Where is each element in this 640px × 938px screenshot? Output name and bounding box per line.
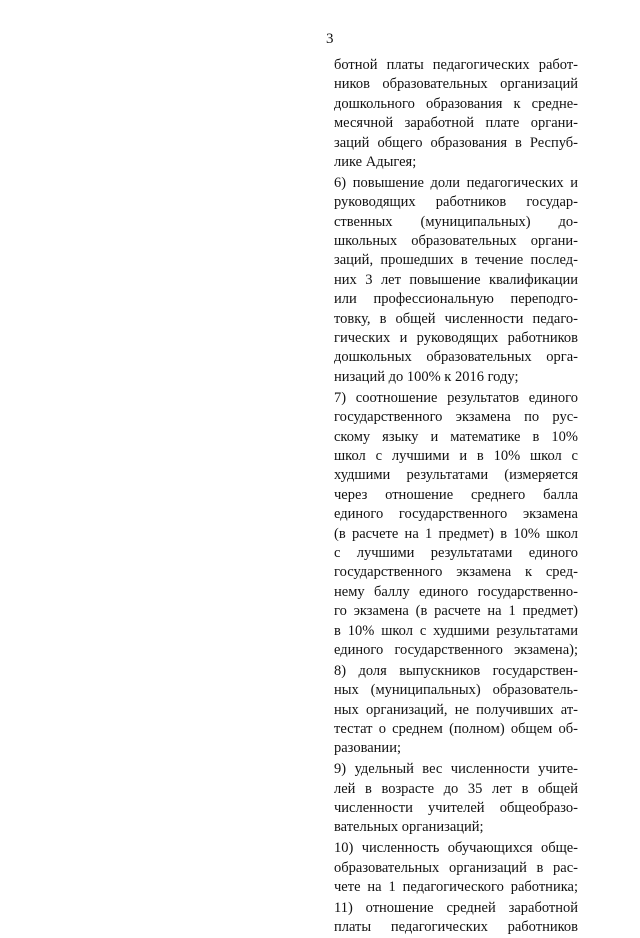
text-line: скому языку и математике в 10%	[334, 428, 578, 445]
text-line: дошкольного образования к средне-	[334, 95, 578, 112]
text-line: численности учителей общеобразо-	[334, 800, 578, 816]
text-line: разовании;	[334, 740, 401, 757]
text-line: ственных (муниципальных) до-	[334, 213, 578, 230]
text-line: заций общего образования в Респуб-	[334, 134, 578, 151]
text-line: единого государственного экзамена	[334, 506, 578, 523]
text-line: 8) доля выпускников государствен-	[334, 662, 578, 679]
text-line: 11) отношение средней заработной	[334, 899, 578, 916]
text-line: гических и руководящих работников	[334, 330, 578, 347]
text-line: 10) численность обучающихся обще-	[334, 840, 578, 857]
text-line: ных (муниципальных) образователь-	[334, 682, 578, 699]
text-line: ников образовательных организаций	[334, 76, 578, 93]
text-line: или профессиональную переподго-	[334, 291, 578, 308]
text-line: ботной платы педагогических работ-	[334, 57, 578, 73]
text-line: школ с лучшими и в 10% школ с	[334, 447, 578, 464]
text-line: худшими результатами (измеряется	[334, 467, 578, 484]
text-line: нему баллу единого государственно-	[334, 583, 578, 600]
text-line: лике Адыгея;	[334, 154, 417, 171]
text-line: тестат о среднем (полном) общем об-	[334, 720, 578, 737]
text-line: заций, прошедших в течение послед-	[334, 252, 578, 269]
text-line: ных организаций, не получивших ат-	[334, 701, 578, 718]
page-number: 3	[326, 31, 334, 47]
text-line: (в расчете на 1 предмет) в 10% школ	[334, 525, 578, 542]
body-text-column	[334, 56, 578, 938]
text-line: руководящих работников государ-	[334, 194, 578, 211]
text-line: единого государственного экзамена);	[334, 641, 578, 658]
text-line: низаций до 100% к 2016 году;	[334, 368, 519, 385]
text-line: чете на 1 педагогического работника;	[334, 879, 578, 896]
text-line: через отношение среднего балла	[334, 486, 578, 503]
text-line: в 10% школ с худшими результатами	[334, 622, 578, 639]
text-line: образовательных организаций в рас-	[334, 859, 578, 876]
text-line: государственного экзамена по рус-	[334, 409, 578, 426]
text-line: с лучшими результатами единого	[334, 544, 578, 561]
text-line: месячной заработной плате органи-	[334, 115, 578, 132]
text-line: государственного экзамена к сред-	[334, 564, 578, 581]
text-line: 9) удельный вес численности учите-	[334, 761, 578, 778]
text-line: го экзамена (в расчете на 1 предмет)	[334, 603, 578, 620]
text-line: школьных образовательных органи-	[334, 233, 578, 250]
text-line: дошкольных образовательных орга-	[334, 349, 578, 366]
text-line: товку, в общей численности педаго-	[334, 310, 578, 327]
text-line: 7) соотношение результатов единого	[334, 389, 578, 406]
text-line: платы педагогических работников	[334, 919, 578, 936]
text-line: них 3 лет повышение квалификации	[334, 271, 578, 288]
text-line: лей в возрасте до 35 лет в общей	[334, 780, 578, 797]
text-line: вательных организаций;	[334, 819, 484, 836]
text-line: 6) повышение доли педагогических и	[334, 174, 578, 191]
